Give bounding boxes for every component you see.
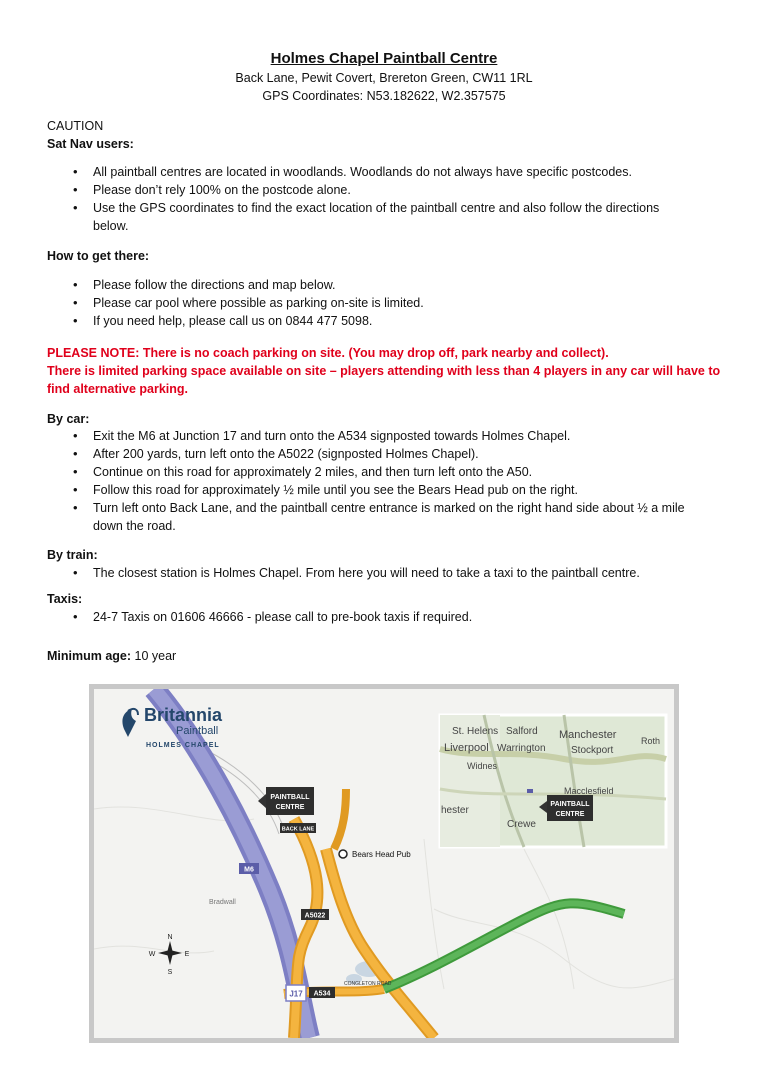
list-item: • Please don’t rely 100% on the postcode alone.: [73, 181, 733, 199]
m6-badge: M6: [244, 866, 254, 874]
how-list: [73, 276, 733, 330]
car-heading: By car:: [47, 412, 90, 426]
inset-map: [440, 715, 666, 847]
address-line: Back Lane, Pewit Covert, Brereton Green, CW11 1RL: [235, 71, 533, 85]
pub-marker: [339, 850, 347, 858]
satnav-heading: Sat Nav users:: [47, 137, 134, 151]
list-item-continuation: down the road.: [93, 519, 176, 533]
pub-label: Bears Head Pub: [352, 850, 411, 859]
inset-place: Manchester: [559, 729, 617, 741]
back-lane-label: BACK LANE: [281, 826, 315, 833]
taxis-list: [73, 608, 733, 626]
note-parking-cont: find alternative parking.: [47, 382, 189, 396]
list-item: • If you need help, please call us on 0844 477 5098.: [73, 312, 733, 330]
car-list: [73, 427, 733, 517]
list-item: • Continue on this road for approximately 2 miles, and then turn left onto the A50.: [73, 463, 733, 481]
a5022-badge: A5022: [304, 912, 326, 920]
list-item: • Exit the M6 at Junction 17 and turn onto the A534 signposted towards Holmes Chapel.: [73, 427, 733, 445]
list-item: • Turn left onto Back Lane, and the paintball centre entrance is marked on the right hand side about ½ a mile: [73, 499, 733, 517]
marker-label: PAINTBALL: [270, 794, 310, 801]
minimum-age-value: 10 year: [131, 649, 177, 663]
minimum-age: [47, 647, 176, 665]
paintball-centre-marker: [258, 787, 314, 815]
inset-place: St. Helens: [452, 726, 499, 737]
list-item: • Please follow the directions and map below.: [73, 276, 733, 294]
list-item: • 24-7 Taxis on 01606 46666 - please call to pre-book taxis if required.: [73, 608, 733, 626]
location-map: [89, 684, 679, 1043]
map-graphic: [94, 689, 674, 1038]
inset-place: Warrington: [497, 743, 546, 754]
compass-n: N: [167, 934, 173, 941]
congleton-label: CONGLETON ROAD: [344, 981, 392, 987]
train-list: [73, 564, 733, 582]
logo-location: HOLMES CHAPEL: [146, 742, 220, 749]
junction-badge: J17: [289, 989, 303, 999]
satnav-list: [73, 163, 733, 217]
marker-label: CENTRE: [275, 804, 305, 811]
taxis-heading: Taxis:: [47, 592, 83, 606]
list-item: • Use the GPS coordinates to find the exact location of the paintball centre and also follow the directions: [73, 199, 733, 217]
list-item: • All paintball centres are located in woodlands. Woodlands do not always have specific postcodes.: [73, 163, 733, 181]
inset-place: Salford: [506, 726, 538, 737]
list-item: • Please car pool where possible as parking on-site is limited.: [73, 294, 733, 312]
inset-marker-label: PAINTBALL: [550, 801, 590, 808]
train-heading: By train:: [47, 548, 98, 562]
compass-e: E: [184, 951, 190, 958]
list-item-continuation: below.: [93, 219, 129, 233]
inset-place: Stockport: [571, 745, 614, 756]
list-item: • Follow this road for approximately ½ mile until you see the Bears Head pub on the right.: [73, 481, 733, 499]
how-heading: How to get there:: [47, 249, 150, 263]
a534-badge: A534: [313, 990, 331, 998]
logo-text: Britannia: [144, 705, 223, 725]
inset-place: Macclesfield: [564, 786, 614, 796]
minimum-age-label: Minimum age:: [47, 649, 132, 663]
inset-place: Widnes: [467, 761, 498, 771]
inset-place: hester: [441, 805, 469, 816]
caution-label: CAUTION: [47, 119, 104, 133]
compass-s: S: [167, 969, 173, 976]
inset-place: Liverpool: [444, 742, 489, 754]
inset-marker-label: CENTRE: [555, 811, 585, 818]
compass-w: W: [148, 951, 156, 958]
gps-line: GPS Coordinates: N53.182622, W2.357575: [262, 89, 506, 103]
list-item: • The closest station is Holmes Chapel. From here you will need to take a taxi to the paintball centre.: [73, 564, 733, 582]
note-coach: PLEASE NOTE: There is no coach parking on site. (You may drop off, park nearby and collect).: [47, 346, 609, 360]
page-title: Holmes Chapel Paintball Centre: [270, 50, 498, 67]
note-parking: There is limited parking space available on site – players attending with less than 4 players in any car will have to: [47, 364, 721, 378]
bradwall-label: Bradwall: [209, 899, 236, 906]
inset-place: Crewe: [507, 819, 536, 830]
list-item: • After 200 yards, turn left onto the A5022 (signposted Holmes Chapel).: [73, 445, 733, 463]
inset-place: Roth: [641, 736, 661, 746]
logo-subtext: Paintball: [176, 725, 219, 737]
